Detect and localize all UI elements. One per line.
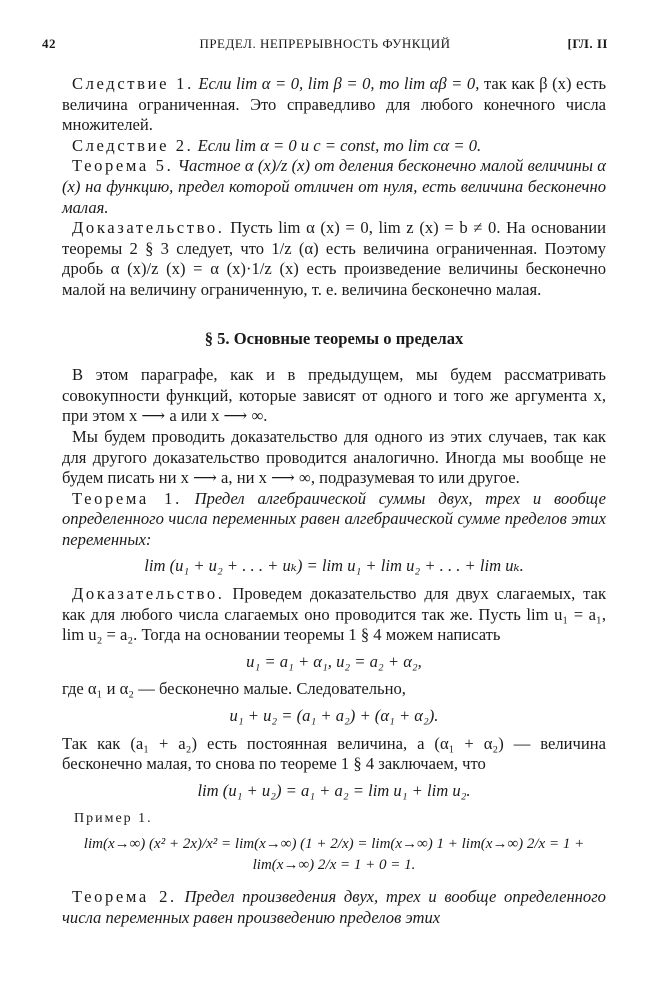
proof-2-label: Доказательство. [72,584,225,604]
proof-theorem-5 [62,218,606,300]
intro-paragraph-1: В этом параграфе, как и в предыдущем, мы будем рассматривать совокупности функций, которые зависят от одного и того же аргумента x, при этом x ⟶ a или x ⟶ ∞. [62,365,606,426]
theorem-2-statement: Предел произведения двух, трех и вообще определенного числа переменных равен произведению пределов этих [62,887,606,927]
page-body [62,74,606,928]
example-1 [62,809,606,875]
theorem-2-label: Теорема 2. [72,887,177,907]
corollary-2-statement: Если lim α = 0 и c = const, то lim cα = 0. [197,135,482,155]
corollary-2 [62,136,606,157]
page-number: 42 [42,36,56,51]
corollary-1-rest: так как β (x) есть величина ограниченная. Это справедливо для любого конечного числа множителей. [62,74,607,135]
running-header [42,36,608,56]
theorem-2 [62,887,606,928]
proof-2-text: Проведем доказательство для двух слагаемых, так как для любого числа слагаемых оно проводится так же. Пусть lim u₁ = a₁, lim u₂ = a₂. Тогда на основании теоремы 1 § 4 можем написать [62,584,607,645]
corollary-1 [62,74,606,136]
chapter-marker: [ГЛ. II [567,36,608,51]
corollary-1-label: Следствие 1. [72,74,194,93]
running-title: ПРЕДЕЛ. НЕПРЕРЫВНОСТЬ ФУНКЦИЙ [199,36,451,51]
proof-1-text: Пусть lim α (x) = 0, lim z (x) = b ≠ 0. На основании теоремы 2 § 3 следует, что 1/z (α) есть величина ограниченная. Поэтому дробь α (x)/z (x) = α (x)·1/z (x) есть произведение величины бесконечно малой на величину ограниченную, т. е. величина бесконечно малая. [62,218,606,299]
proof-theorem-1 [62,584,606,646]
formula-decomposition: u₁ = a₁ + α₁, u₂ = a₂ + α₂, [246,651,422,671]
theorem-1-statement: Предел алгебраической суммы двух, трех и вообще определенного числа переменных равен алгебраической сумме пределов этих переменных: [62,488,606,549]
example-1-label: Пример 1. [74,811,153,827]
formula-sum: u₁ + u₂ = (a₁ + a₂) + (α₁ + α₂). [229,706,439,726]
intro-paragraph-2: Мы будем проводить доказательство для одного из этих случаев, так как для другого доказательство проводится аналогично. Иногда мы вообще не будем писать ни x ⟶ a, ни x ⟶ ∞, подразумевая то или другое. [62,426,606,488]
text-infinitesimals: где α₁ и α₂ — бесконечно малые. Следовательно, [62,679,406,699]
theorem-1 [62,489,606,551]
proof-1-label: Доказательство. [72,218,225,238]
formula-sum-of-limits: lim (u₁ + u₂ + . . . + uₖ) = lim u₁ + lim u₂ + . . . + lim uₖ. [144,556,524,576]
theorem-5-statement: Частное α (x)/z (x) от деления бесконечно малой величины α (x) на функцию, предел которой отличен от нуля, есть величина бесконечно малая. [62,156,606,217]
corollary-2-label: Следствие 2. [72,135,194,155]
corollary-1-statement: Если lim α = 0, lim β = 0, то lim αβ = 0, [198,74,480,93]
text-conclusion: Так как (a₁ + a₂) есть постоянная величина, а (α₁ + α₂) — величина бесконечно малая, то снова по теореме 1 § 4 заключаем, что [62,733,606,774]
example-1-formula: lim(x→∞) (x² + 2x)/x² = lim(x→∞) (1 + 2/x) = lim(x→∞) 1 + lim(x→∞) 2/x = 1 + lim(x→∞) 2/x = 1 + 0 = 1. [83,836,585,873]
theorem-1-label: Теорема 1. [72,488,182,508]
formula-limit-of-sum: lim (u₁ + u₂) = a₁ + a₂ = lim u₁ + lim u₂. [197,780,471,800]
theorem-5-label: Теорема 5. [72,156,174,176]
section-title: § 5. Основные теоремы о пределах [204,328,464,348]
theorem-5 [62,156,606,218]
